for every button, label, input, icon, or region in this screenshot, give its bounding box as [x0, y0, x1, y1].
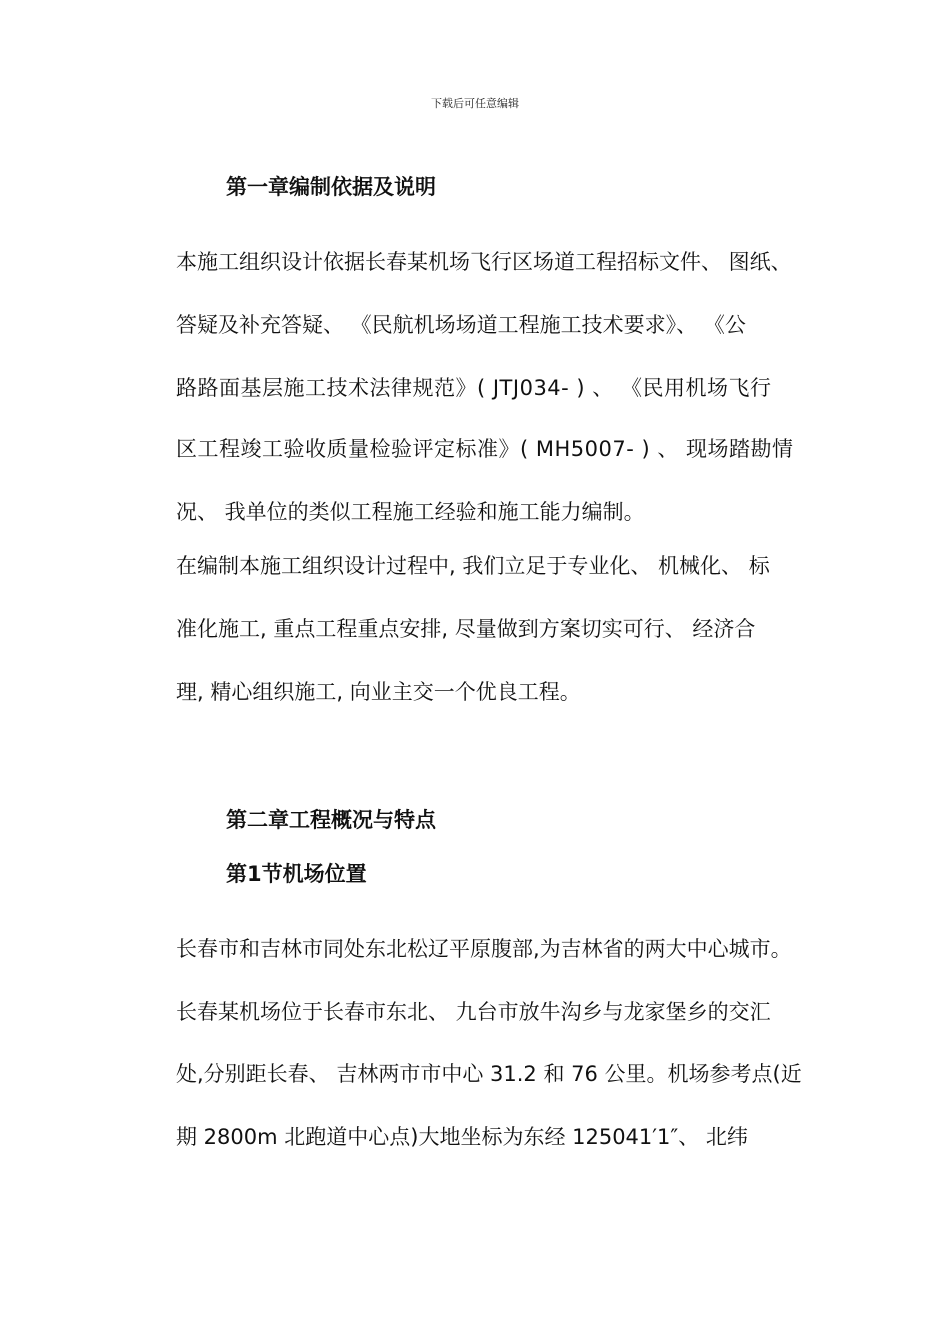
header-note: 下载后可任意编辑	[431, 97, 519, 110]
paragraph-line: 理, 精心组织施工, 向业主交一个优良工程。	[176, 680, 581, 704]
paragraph-line: 长春某机场位于长春市东北、 九台市放牛沟乡与龙家堡乡的交汇	[176, 1000, 771, 1024]
paragraph-line: 处,分别距长春、 吉林两市市中心 31.2 和 76 公里。机场参考点(近	[176, 1062, 802, 1086]
paragraph-line: 答疑及补充答疑、 《民航机场场道工程施工技术要求》、 《公	[176, 313, 746, 337]
paragraph-line: 况、 我单位的类似工程施工经验和施工能力编制。	[176, 500, 645, 524]
paragraph-line: 本施工组织设计依据长春某机场飞行区场道工程招标文件、 图纸、	[176, 250, 792, 274]
chapter1-title: 第一章编制依据及说明	[226, 175, 436, 199]
section1-title: 第1节机场位置	[226, 862, 367, 886]
paragraph-line: 在编制本施工组织设计过程中, 我们立足于专业化、 机械化、 标	[176, 554, 770, 578]
paragraph-line: 长春市和吉林市同处东北松辽平原腹部,为吉林省的两大中心城市。	[176, 937, 792, 961]
paragraph-line: 区工程竣工验收质量检验评定标准》( MH5007- ) 、 现场踏勘情	[176, 437, 794, 461]
chapter2-title: 第二章工程概况与特点	[226, 808, 436, 832]
paragraph-line: 期 2800m 北跑道中心点)大地坐标为东经 125041′1″、 北纬	[176, 1125, 748, 1149]
paragraph-line: 路路面基层施工技术法律规范》( JTJ034- ) 、 《民用机场飞行	[176, 376, 772, 400]
paragraph-line: 准化施工, 重点工程重点安排, 尽量做到方案切实可行、 经济合	[176, 617, 756, 641]
